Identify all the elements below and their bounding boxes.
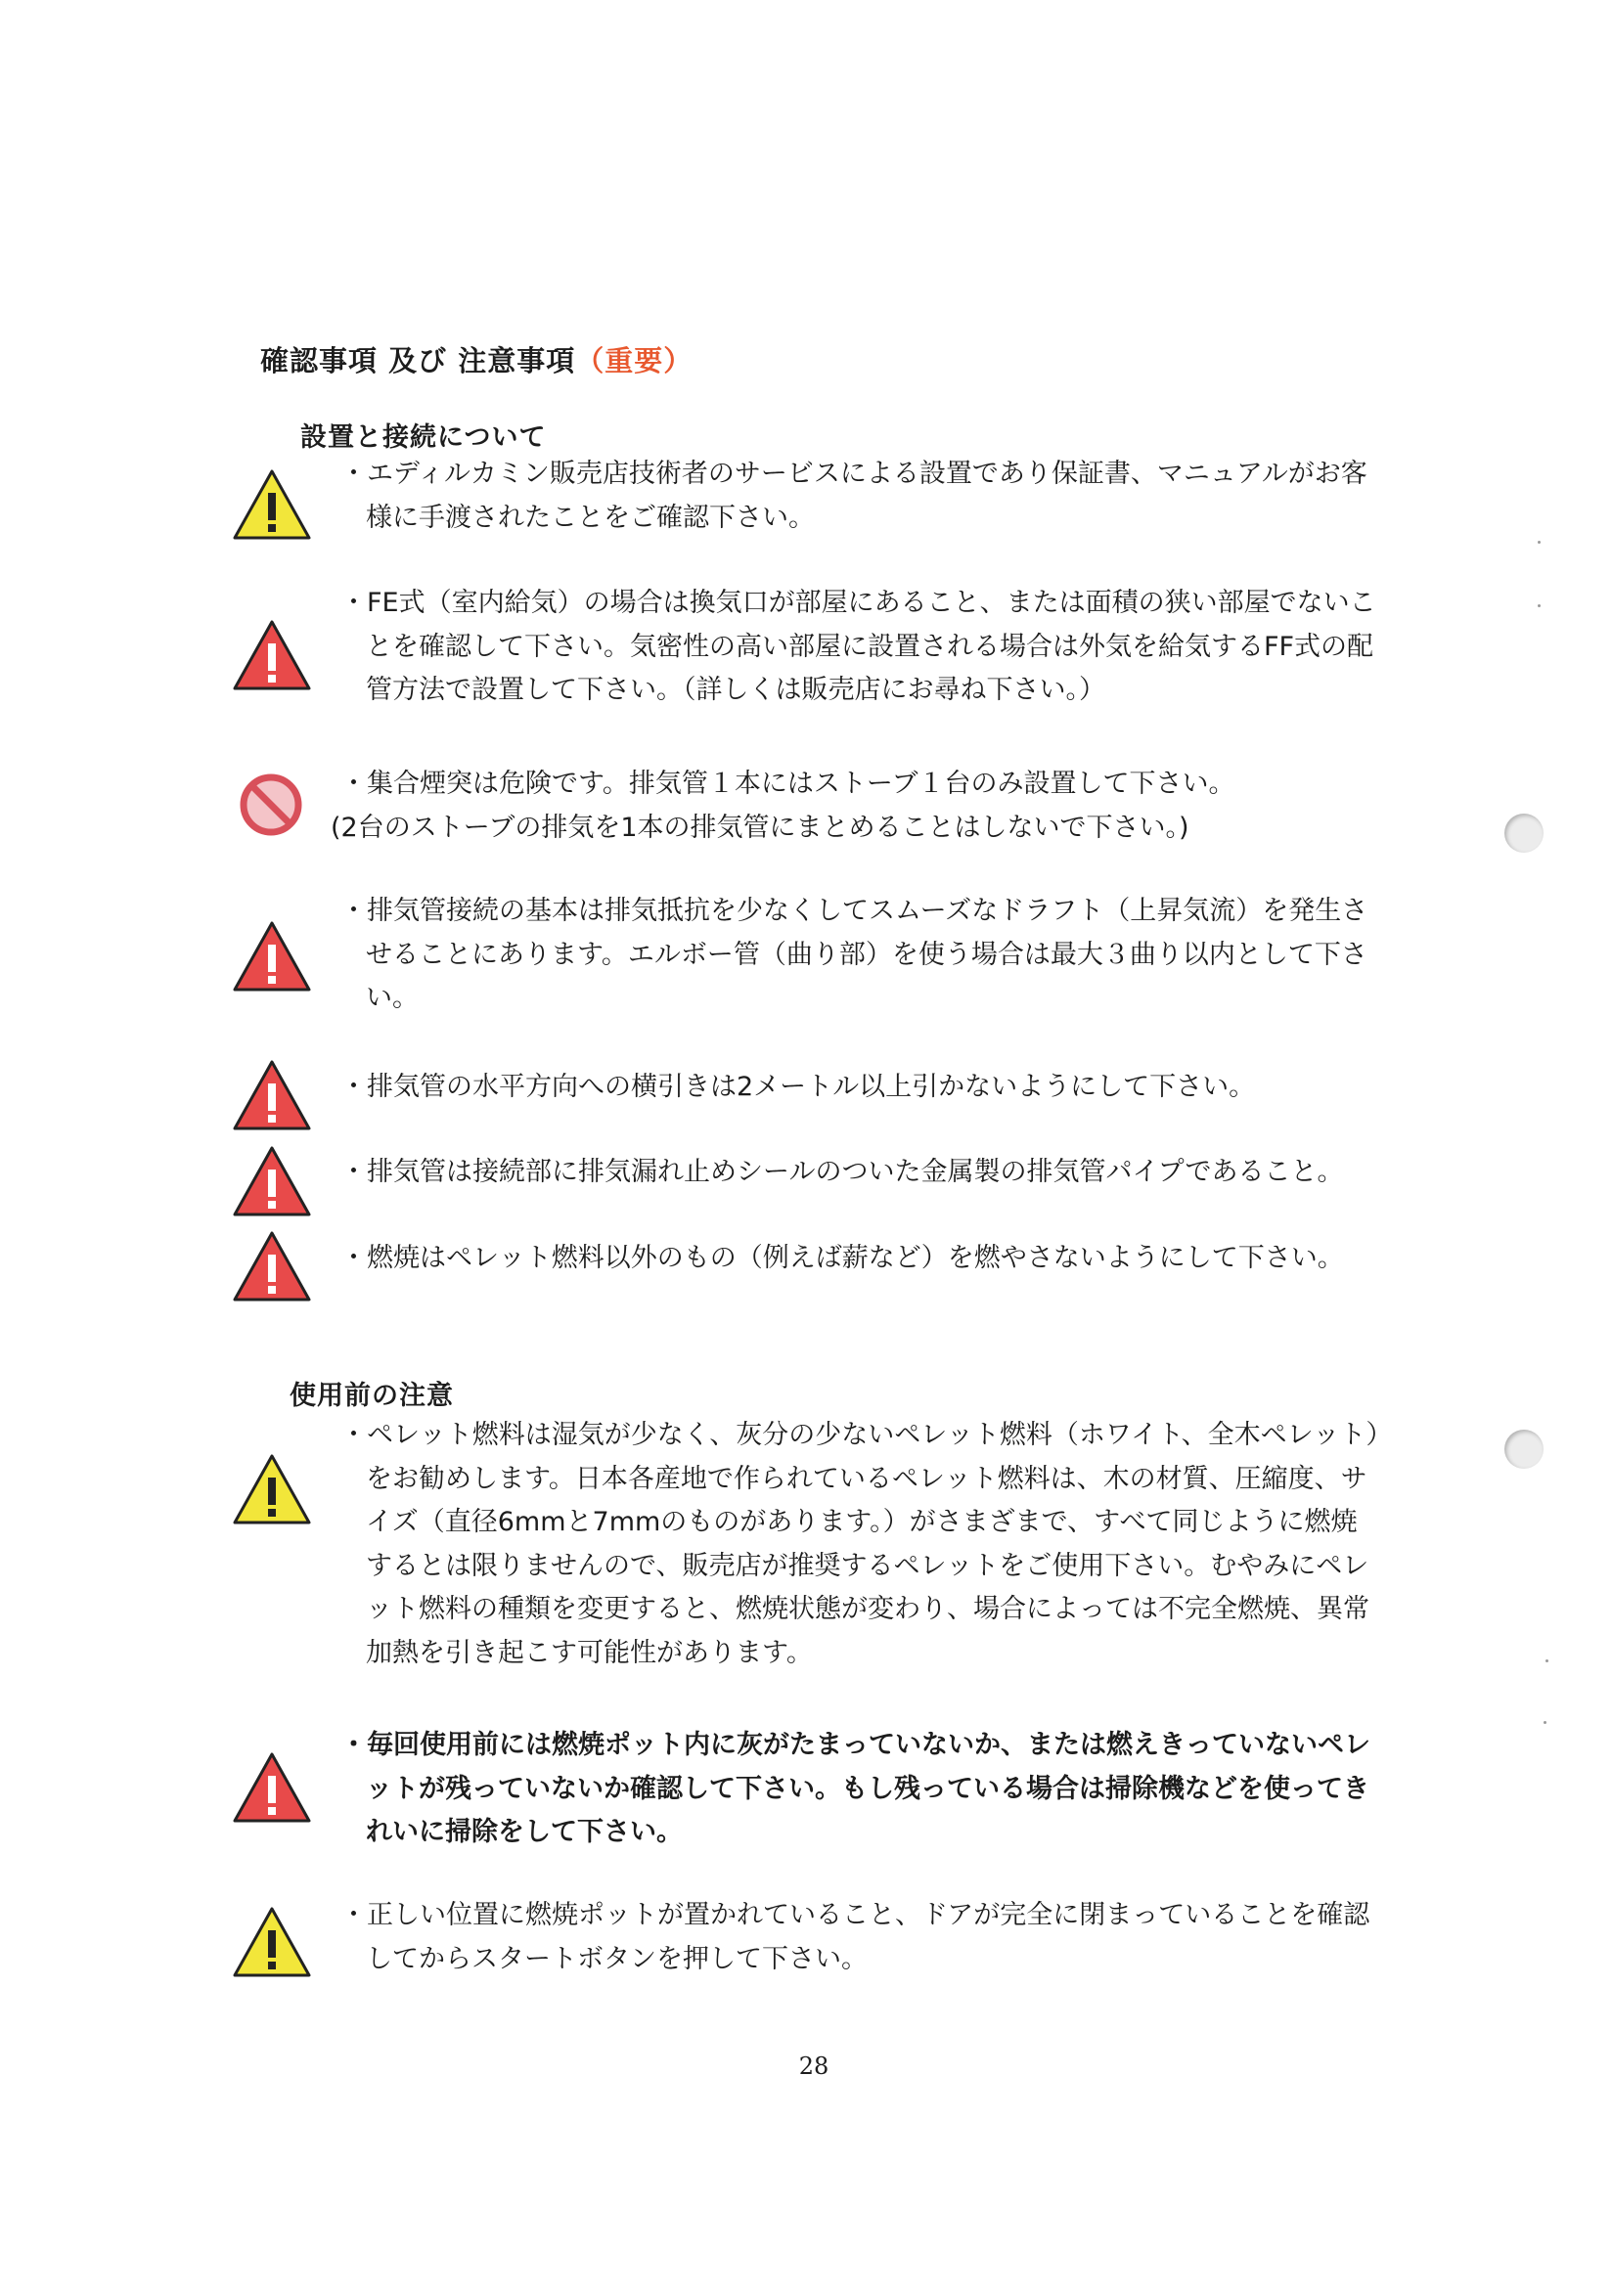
caution-icon [231, 1905, 313, 1979]
notice-subtext: (2台のストーブの排気を1本の排気管にまとめることはしないで下さい。) [331, 813, 1189, 843]
notice-text: ・ペレット燃料は湿気が少なく、灰分の少ないペレット燃料（ホワイト、全木ペレット）をお勧めします。日本各産地で作られているペレット燃料は、木の材質、圧縮度、サイズ（直径6mmと7mmのものがあります。）がさまざまで、すべて同じように燃焼するとは限りませんので、販売店が推奨するペレットをご使用下さい。むやみにペレット燃料の種類を変更すると、燃焼状態が変わり、場合によっては不完全燃焼、異常加熱を引き起こす可能性があります。 [340, 1420, 1379, 1668]
punch-hole-bottom [1504, 1430, 1544, 1469]
page-number: 28 [798, 2053, 829, 2080]
warning-icon [231, 1144, 313, 1218]
notice-text: ・燃焼はペレット燃料以外のもの（例えば薪など）を燃やさないようにして下さい。 [340, 1243, 1344, 1273]
scan-speck [1545, 1659, 1548, 1662]
warning-icon [231, 1058, 313, 1132]
warning-icon [231, 1229, 313, 1303]
section-before-use: 使用前の注意 [290, 1381, 454, 1411]
scan-speck [1538, 541, 1541, 544]
notice-text: ・正しい位置に燃焼ポットが置かれていること、ドアが完全に閉まっていることを確認してからスタートボタンを押して下さい。 [340, 1900, 1370, 1974]
punch-hole-top [1504, 814, 1544, 853]
title-main: 確認事項 及び 注意事項 [260, 344, 576, 377]
notice-text: ・毎回使用前には燃焼ポット内に灰がたまっていないか、または燃えきっていないペレットが残っていないか確認して下さい。もし残っている場合は掃除機などを使ってきれいに掃除をして下さい。 [340, 1730, 1370, 1847]
warning-icon [231, 618, 313, 692]
notice-text: ・FE式（室内給気）の場合は換気口が部屋にあること、または面積の狭い部屋でないことを確認して下さい。気密性の高い部屋に設置される場合は外気を給気するFF式の配管方法で設置して下さい。（詳しくは販売店にお尋ね下さい。） [340, 588, 1376, 705]
section-installation: 設置と接続について [300, 422, 547, 453]
notice-text: ・エディルカミン販売店技術者のサービスによる設置であり保証書、マニュアルがお客様に手渡されたことをご確認下さい。 [340, 459, 1367, 533]
notice-text: ・排気管の水平方向への横引きは2メートル以上引かないようにして下さい。 [340, 1072, 1256, 1102]
scan-speck [1538, 604, 1541, 607]
notice-text: ・集合煙突は危険です。排気管１本にはストーブ１台のみ設置して下さい。 [340, 769, 1235, 799]
notice-text: ・排気管は接続部に排気漏れ止めシールのついた金属製の排気管パイプであること。 [340, 1157, 1344, 1187]
prohibited-icon [239, 773, 303, 837]
warning-icon [231, 919, 313, 993]
page-title [260, 339, 693, 379]
title-important: （重要） [575, 344, 694, 377]
caution-icon [231, 1452, 313, 1526]
scan-speck [1544, 1721, 1546, 1724]
warning-icon [231, 1750, 313, 1825]
notice-text: ・排気管接続の基本は排気抵抗を少なくしてスムーズなドラフト（上昇気流）を発生させることにあります。エルボー管（曲り部）を使う場合は最大３曲り以内として下さい。 [340, 896, 1368, 1013]
caution-icon [231, 467, 313, 542]
